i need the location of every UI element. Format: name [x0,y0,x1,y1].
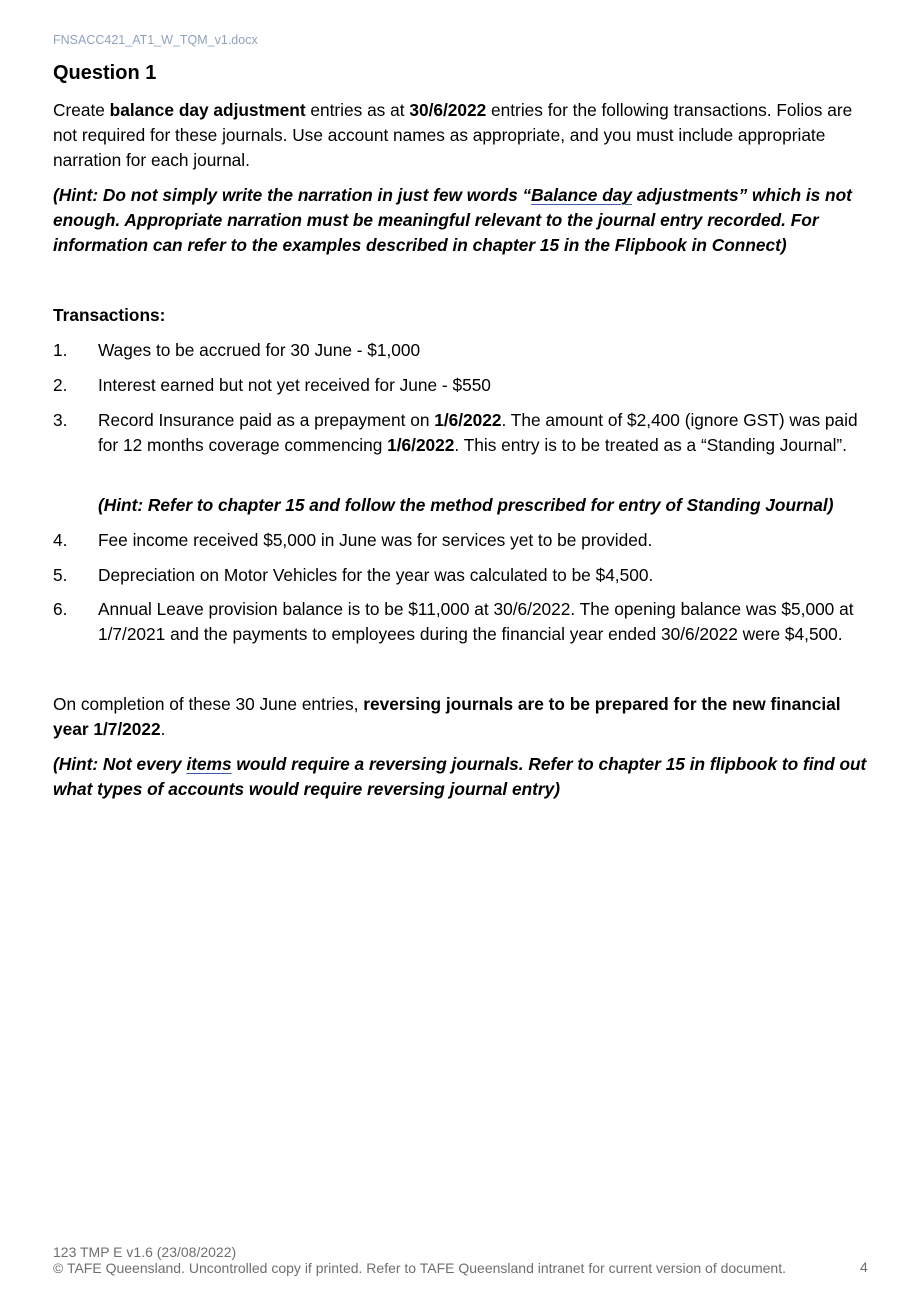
spelling-underline: items [186,754,232,774]
spelling-underline: Balance day [531,185,633,205]
footer-copyright: © TAFE Queensland. Uncontrolled copy if printed. Refer to TAFE Queensland intranet for current version of document. [53,1260,786,1276]
item-number: 3. [53,410,68,430]
narration-hint: (Hint: Do not simply write the narration in just few words “Balance day adjustments” which is not enough. Appropriate narration must be meaningful relevant to the journal entry recorded. For information can refer to the examples described in chapter 15 in the Flipbook in Connect) [53,185,852,255]
item-number: 1. [53,340,68,360]
question-title: Question 1 [53,62,157,84]
item-text: Annual Leave provision balance is to be $11,000 at 30/6/2022. The opening balance was $5,000 at 1/7/2021 and the payments to employees during the financial year ended 30/6/2022 were $4,500. [98,599,854,644]
item-text: Depreciation on Motor Vehicles for the year was calculated to be $4,500. [98,565,654,585]
item-text: Record Insurance paid as a prepayment on 1/6/2022. The amount of $2,400 (ignore GST) was paid for 12 months coverage commencing 1/6/2022. This entry is to be treated as a “Standing Journal”. [98,410,858,455]
item-number: 2. [53,375,68,395]
item-text: Wages to be accrued for 30 June - $1,000 [98,340,421,360]
item-text: Interest earned but not yet received for June - $550 [98,375,491,395]
standing-journal-hint: (Hint: Refer to chapter 15 and follow the method prescribed for entry of Standing Journal) [98,495,834,515]
page-number: 4 [860,1259,868,1275]
item-number: 5. [53,565,68,585]
reversing-hint: (Hint: Not every items would require a reversing journals. Refer to chapter 15 in flipbook to find out what types of accounts would require reversing journal entry) [53,754,867,799]
item-number: 6. [53,599,68,619]
item-text: Fee income received $5,000 in June was for services yet to be provided. [98,530,653,550]
question-intro: Create balance day adjustment entries as at 30/6/2022 entries for the following transactions. Folios are not required for these journals. Use account names as appropriate, and you must include appropriate narration for each journal. [53,100,853,170]
item-number: 4. [53,530,68,550]
reversing-instruction: On completion of these 30 June entries, reversing journals are to be prepared for the new financial year 1/7/2022. [53,694,841,739]
document-filename: FNSACC421_AT1_W_TQM_v1.docx [53,33,258,47]
transactions-heading: Transactions: [53,305,166,325]
footer-version: 123 TMP E v1.6 (23/08/2022) [53,1244,237,1260]
